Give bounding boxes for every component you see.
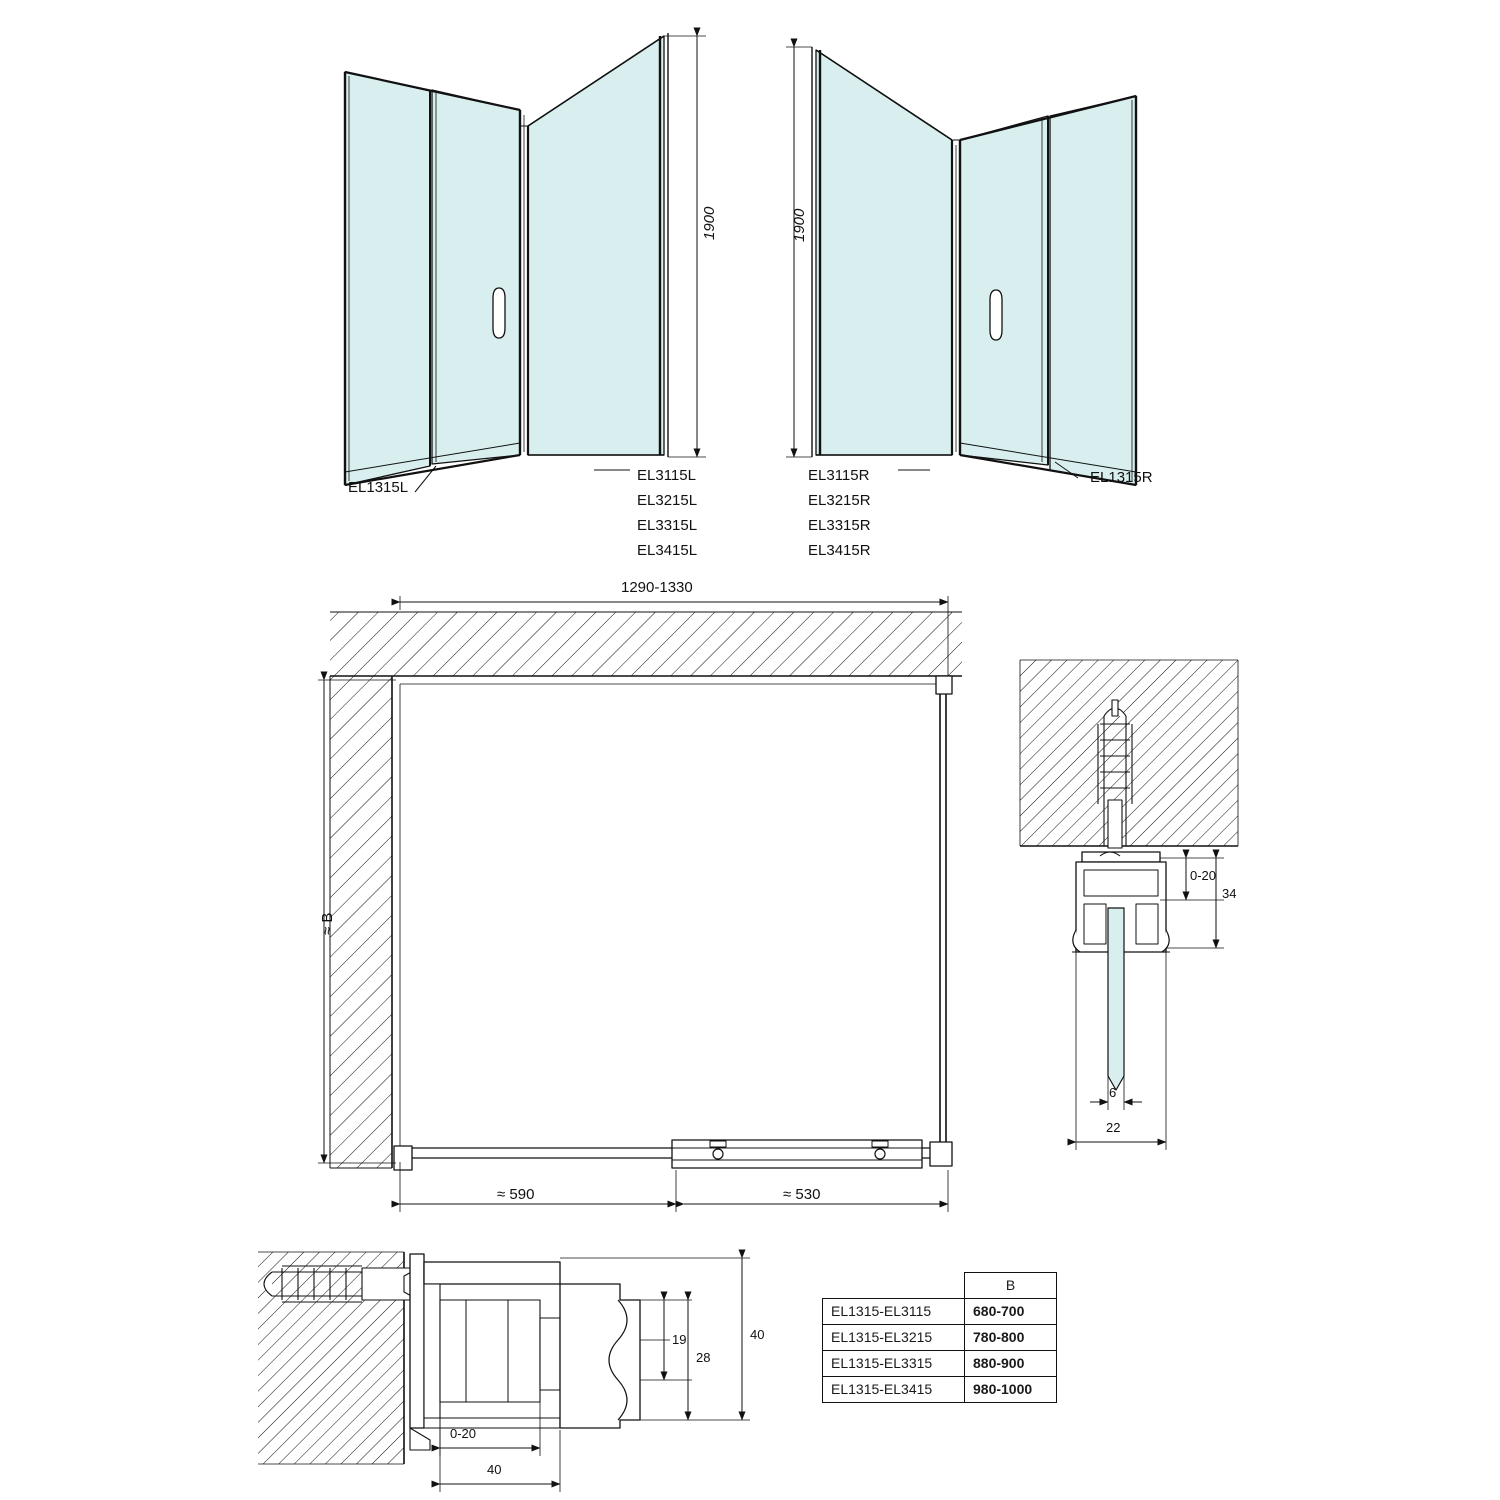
table-row — [823, 1351, 1057, 1377]
dim-profile-height: 34 — [1222, 886, 1237, 901]
dim-profile-width: 22 — [1106, 1120, 1121, 1135]
label-el3315r: EL3315R — [808, 517, 871, 534]
dim-plan-segment-right: ≈ 530 — [783, 1186, 821, 1203]
dim-height-right-view: 1900 — [791, 208, 808, 242]
spec-table — [822, 1272, 1057, 1403]
label-el3415l: EL3415L — [637, 542, 698, 559]
table-row — [823, 1299, 1057, 1325]
label-el3415r: EL3415R — [808, 542, 871, 559]
table-row — [823, 1325, 1057, 1351]
label-el3315l: EL3315L — [637, 517, 698, 534]
dim-plan-width: 1290-1330 — [621, 579, 693, 596]
table-cell-model: EL1315-EL3215 — [823, 1325, 965, 1351]
dim-bottom-mid-height: 28 — [696, 1350, 711, 1365]
dim-bottom-outer-height: 40 — [750, 1327, 765, 1342]
label-el1315r: EL1315R — [1090, 469, 1153, 486]
table-cell-b: 780-800 — [965, 1325, 1057, 1351]
table-cell-b: 880-900 — [965, 1351, 1057, 1377]
table-cell-model: EL1315-EL3415 — [823, 1377, 965, 1403]
label-el3115l: EL3115L — [637, 467, 696, 484]
dim-bottom-inner-height: 19 — [672, 1332, 687, 1347]
table-header-blank — [823, 1273, 965, 1299]
table-cell-b: 980-1000 — [965, 1377, 1057, 1403]
table-header-row — [823, 1273, 1057, 1299]
table-row — [823, 1377, 1057, 1403]
label-el3215l: EL3215L — [637, 492, 698, 509]
dim-bottom-width: 40 — [487, 1462, 502, 1477]
label-el3215r: EL3215R — [808, 492, 871, 509]
table-cell-model: EL1315-EL3315 — [823, 1351, 965, 1377]
dim-glass-thickness: 6 — [1109, 1085, 1117, 1100]
dim-profile-adjust: 0-20 — [1190, 868, 1217, 883]
dim-plan-segment-left: ≈ 590 — [497, 1186, 535, 1203]
dim-bottom-adjust: 0-20 — [450, 1426, 477, 1441]
dim-plan-depth: ≈ B — [319, 912, 336, 935]
table-cell-model: EL1315-EL3115 — [823, 1299, 965, 1325]
table-cell-b: 680-700 — [965, 1299, 1057, 1325]
label-el1315l: EL1315L — [348, 479, 409, 496]
label-el3115r: EL3115R — [808, 467, 870, 484]
dim-height-left-view: 1900 — [701, 206, 718, 240]
table-header-b: B — [965, 1273, 1057, 1299]
